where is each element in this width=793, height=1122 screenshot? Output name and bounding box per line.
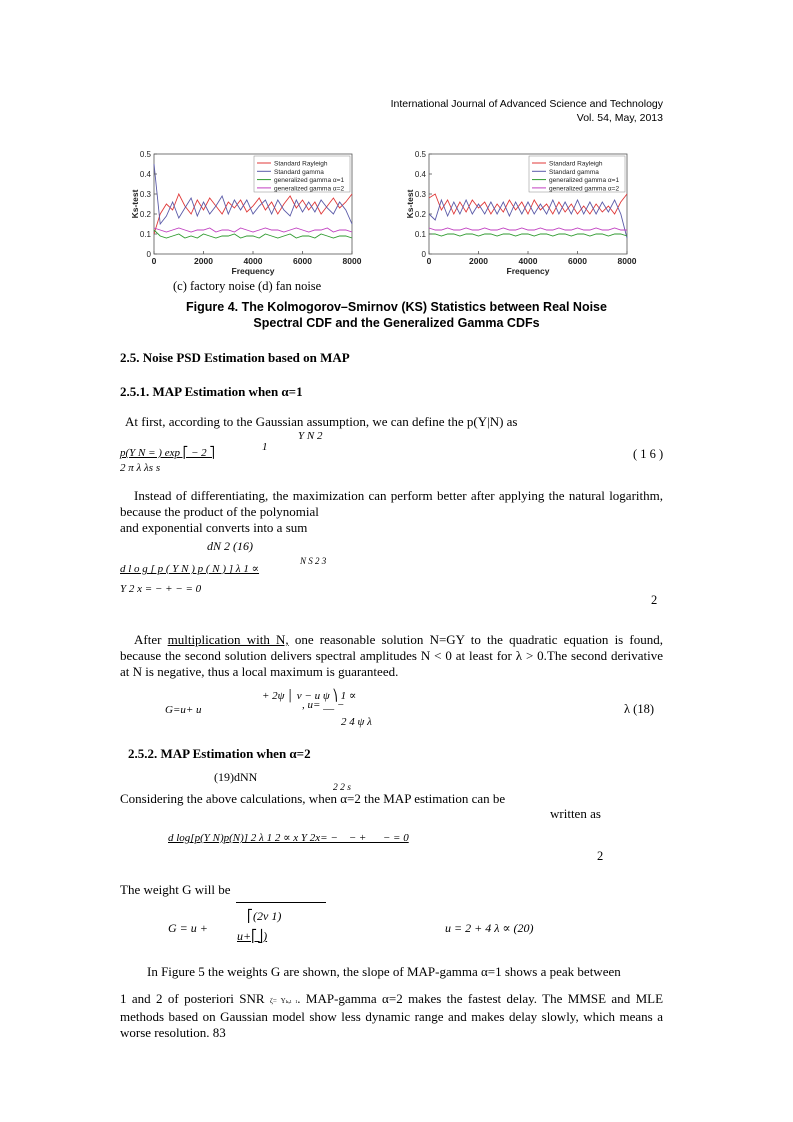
journal-name: International Journal of Advanced Science and Technology <box>390 98 663 110</box>
eq19-fragment: (19)dNN <box>214 770 258 784</box>
y-tick-label: 0.1 <box>139 230 151 239</box>
legend-entry: Standard Rayleigh <box>274 160 328 168</box>
equation-number-17: 2 <box>651 593 658 607</box>
legend-entry: generalized gamma α=1 <box>274 177 345 185</box>
y-tick-label: 0.4 <box>414 170 426 179</box>
eq17-fragment: dN 2 (16) <box>207 539 253 553</box>
paragraph-logarithm-cont: and exponential converts into a sum <box>120 520 308 535</box>
eq18-fragment: + 2ψ │ ν − u ψ ⎞ 1 ∝ <box>262 690 357 702</box>
eq16-fragment: Y N 2 <box>298 430 323 442</box>
y-tick-label: 0.3 <box>139 190 151 199</box>
figure-subcaption: (c) factory noise (d) fan noise <box>173 279 322 293</box>
x-tick-label: 8000 <box>617 256 637 266</box>
x-tick-label: 0 <box>426 256 432 266</box>
x-axis-label: Frequency <box>506 266 550 276</box>
paragraph-figure5: In Figure 5 the weights G are shown, the slope of MAP-gamma α=1 shows a peak between <box>147 964 621 979</box>
series-line-3 <box>154 228 352 232</box>
series-line-2 <box>154 230 352 238</box>
equation-number-20a: 2 <box>597 849 604 863</box>
equation-number-16: ( 1 6 ) <box>633 447 664 461</box>
eq17-fragment: d l o g [ p ( Y N ) p ( N ) ] λ 1 ∝ <box>120 563 260 575</box>
y-axis-label: Ks-test <box>405 189 415 219</box>
series-line-2 <box>429 234 627 236</box>
ks-chart-fan <box>405 148 655 278</box>
equation-number-18: λ (18) <box>624 702 655 716</box>
x-tick-label: 2000 <box>469 256 488 266</box>
legend-entry: generalized gamma α=2 <box>274 185 345 193</box>
paragraph-text: . MAP-gamma α=2 makes the fastest delay. The MMSE and MLE methods based on Gaussian model show less dynamic range and makes delay slowly, which means a worse resolution. 83 <box>120 991 664 1040</box>
subsection-title-alpha2: 2.5.2. MAP Estimation when α=2 <box>128 746 311 761</box>
eq18-fragment: 2 4 ψ λ <box>341 716 372 728</box>
x-tick-label: 6000 <box>568 256 587 266</box>
eq20-fragment: ⎡(2ν 1) <box>247 909 282 923</box>
figure-caption-line2: Spectral CDF and the Generalized Gamma CDFs <box>253 316 540 330</box>
legend-entry: Standard gamma <box>274 168 324 176</box>
eq18-fragment: G=u+ u <box>165 704 202 716</box>
y-tick-label: 0.5 <box>139 150 151 159</box>
x-tick-label: 8000 <box>342 256 362 266</box>
eq16-fragment: 2 π λ λs s <box>120 462 161 474</box>
legend-entry: generalized gamma α=2 <box>549 185 620 193</box>
eq16-fragment: 1 <box>262 441 268 453</box>
journal-volume: Vol. 54, May, 2013 <box>576 112 663 124</box>
paragraph-text: one reasonable solution N=GY to the quadratic equation is found, because the second solution delivers spectral amplitudes N < 0 at least for λ > 0.The second derivative at N is negative, thus a local maximum is guaranteed. <box>120 632 663 679</box>
y-tick-label: 0.2 <box>139 210 151 219</box>
figure-caption-line1: Figure 4. The Kolmogorov–Smirnov (KS) Statistics between Real Noise <box>186 300 607 314</box>
subsection-title-alpha1: 2.5.1. MAP Estimation when α=1 <box>120 384 303 399</box>
paragraph-alpha2-cont: written as <box>550 806 601 821</box>
series-line-3 <box>429 228 627 230</box>
journal-header <box>391 97 663 125</box>
y-tick-label: 0.4 <box>139 170 151 179</box>
figure-caption <box>0 299 793 331</box>
paragraph-logarithm: Instead of differentiating, the maximization can perform better after applying the natural logarithm, because the product of the polynomial <box>120 488 663 519</box>
legend-entry: Standard Rayleigh <box>549 160 603 168</box>
paragraph-conclusion <box>120 991 663 1041</box>
x-tick-label: 2000 <box>194 256 213 266</box>
eq17-fragment: Y 2 x = − + − = 0 <box>120 583 202 595</box>
eq20-fragment: u = 2 + 4 λ ∝ (20) <box>445 921 534 935</box>
y-tick-label: 0 <box>421 250 426 259</box>
y-tick-label: 0.5 <box>414 150 426 159</box>
paragraph-quadratic-solution <box>120 632 663 680</box>
paragraph-underlined: multiplication with N, <box>167 632 289 647</box>
x-tick-label: 0 <box>151 256 157 266</box>
eq18-fragment: , u= __ − <box>302 699 345 711</box>
eq20a-fragment: d log[p(Y N)p(N)] 2 λ 1 2 ∝ x Y 2x= − _ − + __ − = 0 <box>168 832 409 844</box>
paragraph-weight: The weight G will be <box>120 882 231 897</box>
eq20-fragment: G = u + <box>168 921 208 935</box>
eq17-fragment: N S 2 3 <box>300 556 327 566</box>
y-tick-label: 0.1 <box>414 230 426 239</box>
paragraph-text: 1 and 2 of posteriori SNR <box>120 991 265 1006</box>
x-tick-label: 6000 <box>293 256 312 266</box>
snr-symbol: ζ= Yₖ,ₗ ₗ <box>269 997 298 1005</box>
y-tick-label: 0.3 <box>414 190 426 199</box>
eq19-fragment: 2 2 s <box>333 783 351 793</box>
paragraph-text: After <box>134 632 168 647</box>
y-tick-label: 0 <box>146 250 151 259</box>
x-tick-label: 4000 <box>518 256 538 266</box>
section-title: 2.5. Noise PSD Estimation based on MAP <box>120 350 350 365</box>
x-tick-label: 4000 <box>243 256 263 266</box>
y-axis-label: Ks-test <box>130 189 140 219</box>
eq20-fragment: u+⎡⎦) <box>237 929 268 943</box>
x-axis-label: Frequency <box>231 266 275 276</box>
legend-entry: generalized gamma α=1 <box>549 177 620 185</box>
ks-chart-factory <box>130 148 380 278</box>
paragraph-gaussian-assumption: At first, according to the Gaussian assumption, we can define the p(Y|N) as <box>125 414 518 429</box>
eq16-fragment: p(Y N = ) exp ⎡ − 2 ⎤ <box>120 447 215 459</box>
legend-entry: Standard gamma <box>549 168 599 176</box>
sqrt-bar <box>236 902 326 903</box>
paragraph-alpha2: Considering the above calculations, when α=2 the MAP estimation can be <box>120 791 506 806</box>
y-tick-label: 0.2 <box>414 210 426 219</box>
